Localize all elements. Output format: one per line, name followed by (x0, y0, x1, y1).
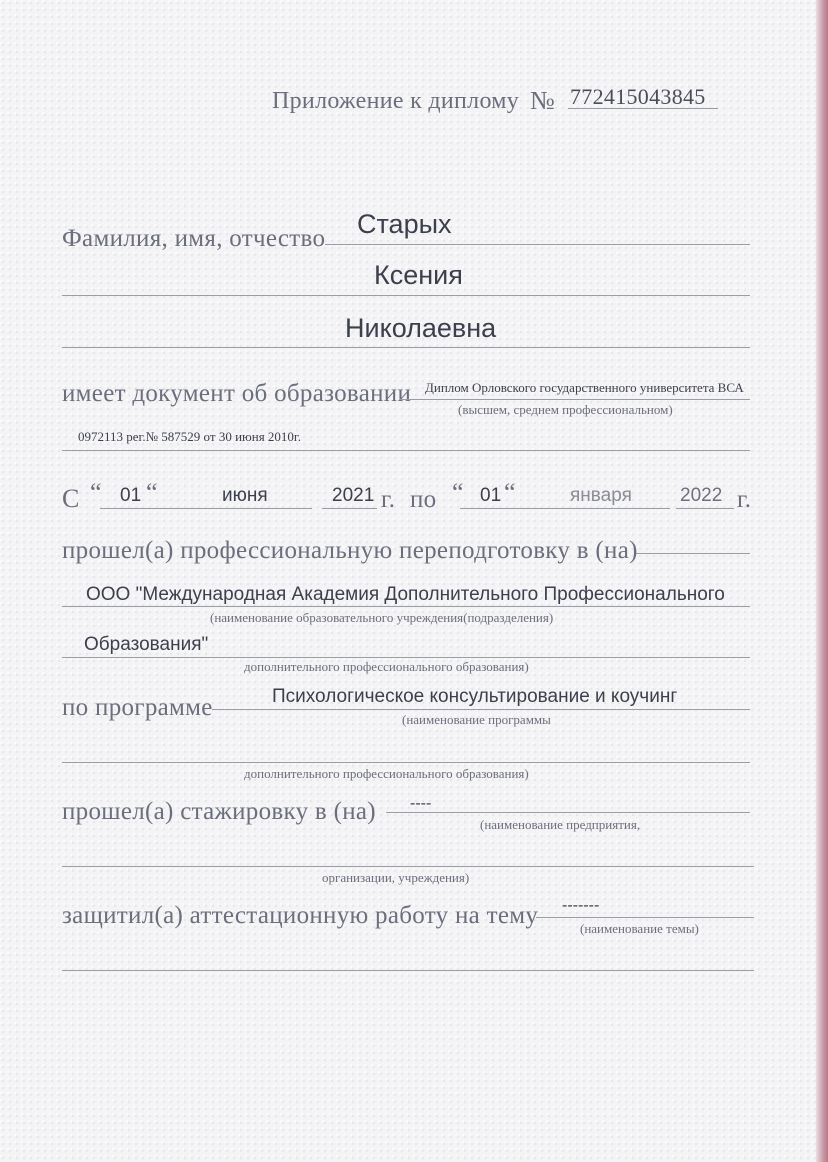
thesis-line-2 (62, 970, 754, 971)
education-line-1 (400, 399, 750, 400)
retraining-caption-2: дополнительного профессионального образования) (244, 659, 529, 674)
internship-line-2 (62, 866, 754, 867)
diploma-number: 772415043845 (570, 84, 706, 109)
education-registration: 0972113 рег.№ 587529 от 30 июня 2010г. (78, 429, 302, 444)
period-from-day-month-line (100, 508, 312, 509)
period-to-prefix: по (410, 486, 437, 513)
period-close-quote-1: “ (146, 478, 158, 507)
period-year-suffix-2: г. (737, 486, 752, 513)
period-open-quote-1: “ (90, 478, 102, 507)
retraining-label: прошел(а) профессиональную переподготовку в (на) (62, 537, 638, 564)
program-line-2 (62, 762, 750, 763)
program-label: по программе (62, 694, 213, 721)
period-close-quote-2: “ (504, 478, 516, 507)
internship-value: ---- (410, 795, 432, 812)
retraining-line-2 (62, 657, 750, 658)
thesis-line-1 (536, 917, 754, 918)
program-name: Психологическое консультирование и коучинг (272, 686, 678, 707)
period-from-day: 01 (120, 485, 142, 506)
retraining-line-0 (636, 553, 750, 554)
education-label: имеет документ об образовании (62, 380, 412, 407)
fio-line-1 (325, 244, 750, 245)
internship-caption-2: организации, учреждения) (322, 870, 470, 885)
fio-line-3 (62, 347, 750, 348)
thesis-value: ------- (562, 897, 600, 914)
thesis-label: защитил(а) аттестационную работу на тему (62, 902, 539, 929)
page-edge (816, 0, 828, 1162)
period-to-month: января (570, 485, 632, 506)
period-open-quote-2: “ (452, 478, 464, 507)
number-sign: № (530, 86, 556, 115)
header-title: Приложение к диплому (272, 88, 520, 114)
internship-caption-1: (наименование предприятия, (480, 817, 641, 832)
education-line-2 (62, 450, 750, 451)
period-from-year: 2021 (332, 485, 375, 506)
patronymic: Николаевна (345, 313, 497, 343)
retraining-line-1 (62, 606, 750, 607)
period-from-prefix: С (62, 484, 80, 513)
internship-label: прошел(а) стажировку в (на) (62, 798, 376, 825)
last-name: Старых (357, 209, 452, 239)
thesis-caption: (наименование темы) (580, 921, 699, 936)
education-document: Диплом Орловского государственного университета ВСА (425, 380, 744, 395)
internship-line-1 (386, 812, 750, 813)
fio-line-2 (62, 295, 750, 296)
education-caption: (высшем, среднем профессиональном) (458, 402, 673, 417)
diploma-number-line (568, 108, 718, 109)
period-to-day-month-line (460, 508, 670, 509)
program-caption-1: (наименование программы (402, 712, 551, 727)
period-to-day: 01 (480, 485, 502, 506)
program-line-1 (212, 709, 750, 710)
period-to-year: 2022 (680, 485, 723, 506)
period-from-year-line (322, 508, 377, 509)
program-caption-2: дополнительного профессионального образования) (244, 766, 529, 781)
retraining-org-line-1: ООО "Международная Академия Дополнительного Профессионального (86, 584, 725, 605)
period-year-suffix-1: г. (381, 486, 396, 513)
retraining-caption-1: (наименование образовательного учреждения(подразделения) (210, 610, 554, 625)
first-name: Ксения (374, 260, 463, 290)
fio-label: Фамилия, имя, отчество (62, 225, 326, 252)
retraining-org-line-2: Образования" (84, 634, 209, 655)
period-from-month: июня (222, 485, 268, 506)
period-to-year-line (676, 508, 734, 509)
